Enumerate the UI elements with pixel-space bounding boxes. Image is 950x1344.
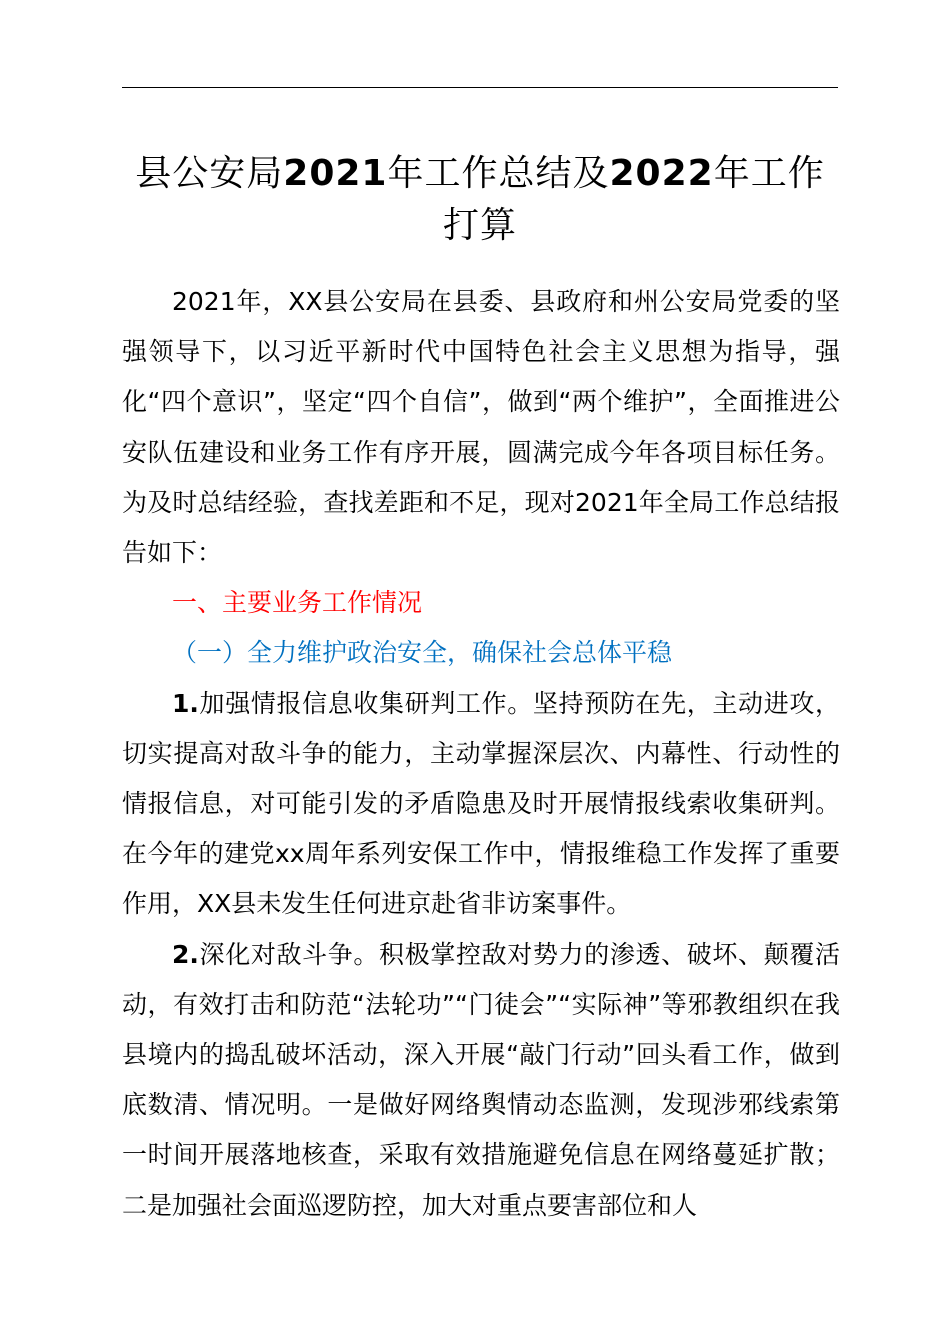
item-number-2: 2. [172, 939, 199, 969]
title-part-1: 县公安局 [135, 153, 284, 194]
item-number-1: 1. [172, 688, 199, 718]
document-title [122, 148, 838, 252]
title-part-2: 年工作总结及 [387, 153, 610, 194]
title-year-2022: 2022 [609, 153, 714, 194]
section-heading-1: 一、主要业务工作情况 [172, 588, 423, 618]
item-text-2: 深化对敌斗争。积极掌控敌对势力的渗透、破坏、颠覆活动，有效打击和防范“法轮功”“门徒会”“实际神”等邪教组织在我县境内的捣乱破坏活动，深入开展“敲门行动”回头看工作，做到底数清、情况明。一是做好网络舆情动态监测，发现涉邪线索第一时间开展落地核查，采取有效措施避免信息在网络蔓延扩散；二是加强社会面巡逻防控，加大对重点要害部位和人 [122, 939, 840, 1220]
item-paragraph-1 [122, 679, 840, 930]
title-year-2021: 2021 [283, 153, 388, 194]
item-paragraph-2 [122, 930, 840, 1231]
title-part-3: 年工作 [713, 153, 825, 194]
header-rule [122, 87, 838, 88]
item-text-1: 加强情报信息收集研判工作。坚持预防在先，主动进攻，切实提高对敌斗争的能力，主动掌握深层次、内幕性、行动性的情报信息，对可能引发的矛盾隐患及时开展情报线索收集研判。在今年的建党xx周年系列安保工作中，情报维稳工作发挥了重要作用，XX县未发生任何进京赴省非访案事件。 [122, 688, 840, 919]
title-part-4: 打算 [442, 205, 517, 246]
subsection-heading-1: （一）全力维护政治安全，确保社会总体平稳 [172, 638, 673, 668]
intro-paragraph: 2021年，XX县公安局在县委、县政府和州公安局党委的坚强领导下，以习近平新时代中国特色社会主义思想为指导，强化“四个意识”，坚定“四个自信”，做到“两个维护”，全面推进公安队伍建设和业务工作有序开展，圆满完成今年各项目标任务。为及时总结经验，查找差距和不足，现对2021年全局工作总结报告如下： [122, 287, 840, 568]
document-body [122, 277, 840, 1231]
